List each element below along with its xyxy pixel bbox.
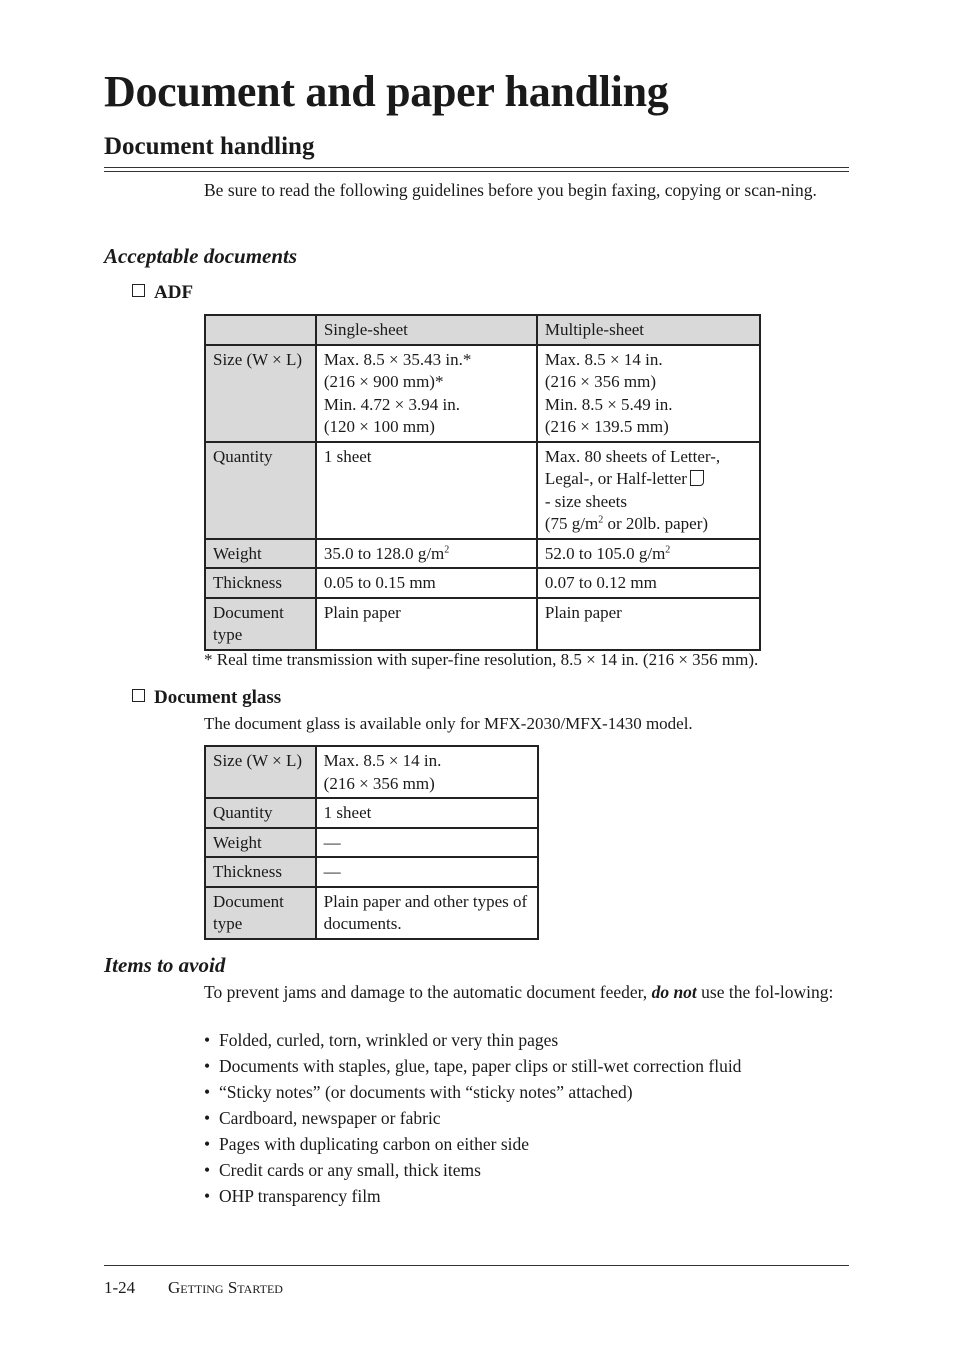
list-item: • Credit cards or any small, thick items — [204, 1160, 481, 1180]
list-item: • “Sticky notes” (or documents with “sticky notes” attached) — [204, 1082, 633, 1102]
table-row — [205, 568, 760, 598]
table-row — [205, 539, 760, 569]
page-number: 1-24 — [104, 1278, 136, 1297]
cell-doctype-multi: Plain paper — [537, 598, 760, 650]
bullet-icon: • — [204, 1160, 211, 1180]
section-rule-bottom — [104, 171, 849, 172]
bullet-icon: • — [204, 1186, 211, 1206]
section-title: Document handling — [104, 133, 315, 160]
cell-weight: — — [316, 828, 538, 858]
row-label-document-type: Document type — [205, 598, 316, 650]
row-label-size: Size (W × L) — [205, 345, 316, 442]
cell-doctype: Plain paper and other types of documents. — [316, 887, 538, 939]
cell-thickness: — — [316, 857, 538, 887]
row-label-weight: Weight — [205, 828, 316, 858]
table-row — [205, 857, 538, 887]
cell-quantity: 1 sheet — [316, 798, 538, 828]
table-row — [205, 442, 760, 539]
table-row — [205, 746, 538, 798]
row-label-quantity: Quantity — [205, 442, 316, 539]
table-row — [205, 887, 538, 939]
bullet-icon: • — [204, 1134, 211, 1154]
cell-thickness-multi: 0.07 to 0.12 mm — [537, 568, 760, 598]
row-label-quantity: Quantity — [205, 798, 316, 828]
cell-weight-single: 35.0 to 128.0 $g/m^2$ — [316, 539, 537, 569]
header-empty-cell — [205, 315, 316, 345]
table-row — [205, 598, 760, 650]
checkbox-icon — [132, 689, 145, 702]
document-glass-table — [204, 745, 539, 940]
row-label-document-type: Document type — [205, 887, 316, 939]
list-item: • Folded, curled, torn, wrinkled or very thin pages — [204, 1030, 559, 1050]
table-row — [205, 798, 538, 828]
checkbox-icon — [132, 284, 145, 297]
table-header-row — [205, 315, 760, 345]
table-row — [205, 345, 760, 442]
adf-footnote: * Real time transmission with super-fine resolution, 8.5 × 14 in. (216 × 356 mm). — [204, 650, 759, 669]
header-multiple-sheet: Multiple-sheet — [537, 315, 760, 345]
row-label-size: Size (W × L) — [205, 746, 316, 798]
cell-size-multi: Max. 8.5 × 14 in. (216 × 356 mm) Min. 8.5 × 5.49 in. (216 × 139.5 mm) — [537, 345, 760, 442]
table-row — [205, 828, 538, 858]
document-glass-note: The document glass is available only for MFX-2030/MFX-1430 model. — [204, 714, 693, 733]
header-single-sheet: Single-sheet — [316, 315, 537, 345]
avoid-list — [204, 1028, 741, 1210]
intro-paragraph: Be sure to read the following guidelines before you begin faxing, copying or scan-ning. — [204, 180, 817, 200]
row-label-weight: Weight — [205, 539, 316, 569]
bullet-icon: • — [204, 1082, 211, 1102]
bullet-icon: • — [204, 1030, 211, 1050]
cell-doctype-single: Plain paper — [316, 598, 537, 650]
page-title: Document and paper handling — [104, 67, 669, 116]
list-item: • Documents with staples, glue, tape, paper clips or still-wet correction fluid — [204, 1056, 742, 1076]
cell-quantity-multi: Max. 80 sheets of Letter-, Legal-, or Half-letter - size sheets (75 $g/m^2$ or 20lb. paper) — [537, 442, 760, 539]
footer-rule — [104, 1265, 849, 1266]
section-rule-top — [104, 167, 849, 168]
cell-thickness-single: 0.05 to 0.15 mm — [316, 568, 537, 598]
paper-orientation-icon — [690, 470, 704, 486]
list-item: • OHP transparency film — [204, 1186, 381, 1206]
avoid-intro-paragraph: To prevent jams and damage to the automatic document feeder, do not use the fol-lowing: — [204, 982, 834, 1002]
row-label-thickness: Thickness — [205, 568, 316, 598]
list-item: • Pages with duplicating carbon on either side — [204, 1134, 530, 1154]
cell-quantity-single: 1 sheet — [316, 442, 537, 539]
footer-section-name: Getting Started — [168, 1278, 283, 1297]
cell-weight-multi: 52.0 to 105.0 $g/m^2$ — [537, 539, 760, 569]
bullet-icon: • — [204, 1108, 211, 1128]
bullet-icon: • — [204, 1056, 211, 1076]
document-glass-subheading: Document glass — [132, 687, 281, 709]
adf-table — [204, 314, 761, 651]
list-item: • Cardboard, newspaper or fabric — [204, 1108, 441, 1128]
acceptable-documents-heading: Acceptable documents — [104, 244, 298, 268]
row-label-thickness: Thickness — [205, 857, 316, 887]
cell-size: Max. 8.5 × 14 in. (216 × 356 mm) — [316, 746, 538, 798]
cell-size-single: Max. 8.5 × 35.43 in.* (216 × 900 mm)* Min. 4.72 × 3.94 in. (120 × 100 mm) — [316, 345, 537, 442]
items-to-avoid-heading: Items to avoid — [104, 953, 226, 977]
adf-subheading: ADF — [132, 282, 193, 304]
